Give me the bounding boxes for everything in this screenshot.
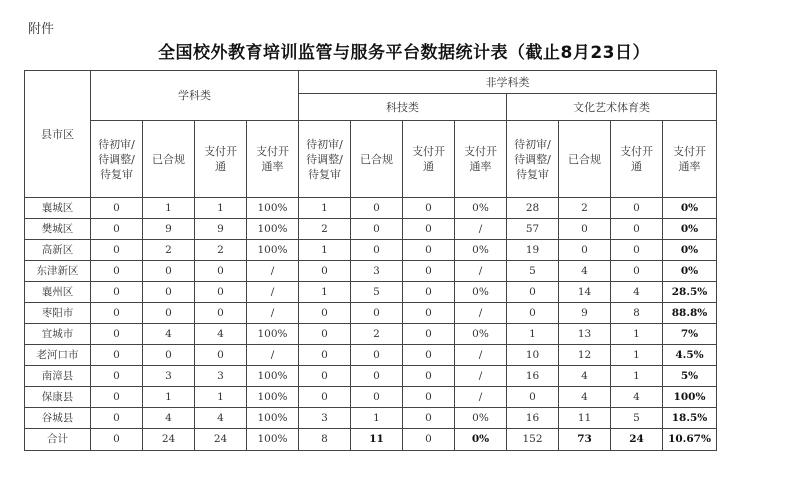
cell-a-2: 1: [195, 198, 247, 219]
header-text-line: 待复审: [516, 167, 549, 181]
cell-r-1: 14: [559, 282, 611, 303]
cell-t-2: 0: [403, 219, 455, 240]
cell-r-2: 0: [611, 198, 663, 219]
cell-t-1: 11: [351, 429, 403, 451]
region-name: 保康县: [25, 387, 91, 408]
header-academic-paid-rate: [247, 121, 299, 198]
cell-r-3: 0%: [663, 198, 717, 219]
table-row: [25, 282, 717, 303]
cell-t-1: 0: [351, 219, 403, 240]
table-body: [25, 198, 717, 451]
cell-t-2: 0: [403, 366, 455, 387]
cell-a-3: 100%: [247, 219, 299, 240]
cell-r-3: 88.8%: [663, 303, 717, 324]
cell-r-2: 0: [611, 240, 663, 261]
cell-a-1: 4: [143, 408, 195, 429]
region-name: 襄城区: [25, 198, 91, 219]
region-name: 老河口市: [25, 345, 91, 366]
header-text-line: 已合规: [568, 152, 601, 166]
cell-r-0: 16: [507, 366, 559, 387]
cell-a-3: 100%: [247, 366, 299, 387]
header-arts-pending: [507, 121, 559, 198]
header-tech-paid-rate: [455, 121, 507, 198]
cell-r-2: 0: [611, 261, 663, 282]
cell-a-3: /: [247, 345, 299, 366]
cell-a-3: 100%: [247, 324, 299, 345]
region-name: 枣阳市: [25, 303, 91, 324]
cell-r-2: 5: [611, 408, 663, 429]
cell-t-0: 1: [299, 198, 351, 219]
cell-a-2: 1: [195, 387, 247, 408]
cell-r-0: 1: [507, 324, 559, 345]
cell-a-1: 0: [143, 261, 195, 282]
cell-r-2: 4: [611, 387, 663, 408]
header-text-line: 通: [631, 160, 642, 173]
cell-r-3: 18.5%: [663, 408, 717, 429]
cell-a-2: 24: [195, 429, 247, 451]
cell-t-3: /: [455, 219, 507, 240]
table-row: [25, 261, 717, 282]
header-tech: 科技类: [299, 94, 507, 121]
cell-a-1: 4: [143, 324, 195, 345]
cell-t-0: 1: [299, 240, 351, 261]
cell-t-3: /: [455, 303, 507, 324]
header-academic-compliant: [143, 121, 195, 198]
header-arts-compliant: [559, 121, 611, 198]
cell-r-0: 0: [507, 303, 559, 324]
cell-a-2: 3: [195, 366, 247, 387]
cell-r-1: 13: [559, 324, 611, 345]
cell-a-2: 9: [195, 219, 247, 240]
header-text-line: 已合规: [152, 152, 185, 166]
region-name: 南漳县: [25, 366, 91, 387]
cell-t-1: 2: [351, 324, 403, 345]
region-name: 东津新区: [25, 261, 91, 282]
cell-a-2: 4: [195, 408, 247, 429]
cell-a-3: /: [247, 303, 299, 324]
cell-r-0: 57: [507, 219, 559, 240]
header-text-line: 待调整/: [514, 152, 551, 166]
cell-a-1: 0: [143, 282, 195, 303]
cell-t-3: 0%: [455, 282, 507, 303]
cell-t-2: 0: [403, 387, 455, 408]
cell-t-0: 0: [299, 366, 351, 387]
cell-t-0: 8: [299, 429, 351, 451]
cell-t-3: 0%: [455, 324, 507, 345]
cell-r-0: 28: [507, 198, 559, 219]
cell-t-2: 0: [403, 261, 455, 282]
header-text-line: 支付开: [412, 145, 445, 158]
cell-r-1: 4: [559, 387, 611, 408]
cell-r-1: 73: [559, 429, 611, 451]
cell-a-0: 0: [91, 198, 143, 219]
cell-a-0: 0: [91, 219, 143, 240]
page-title: 全国校外教育培训监管与服务平台数据统计表（截止8月23日）: [158, 43, 650, 63]
header-text-line: 支付开: [256, 145, 289, 158]
cell-r-1: 2: [559, 198, 611, 219]
cell-r-3: 0%: [663, 261, 717, 282]
cell-r-3: 28.5%: [663, 282, 717, 303]
header-tech-pending: [299, 121, 351, 198]
header-tech-paid-open: [403, 121, 455, 198]
cell-r-0: 152: [507, 429, 559, 451]
cell-a-0: 0: [91, 282, 143, 303]
cell-t-0: 0: [299, 387, 351, 408]
cell-a-0: 0: [91, 429, 143, 451]
cell-r-1: 0: [559, 219, 611, 240]
cell-a-3: /: [247, 282, 299, 303]
cell-t-0: 3: [299, 408, 351, 429]
cell-r-3: 10.67%: [663, 429, 717, 451]
cell-a-2: 4: [195, 324, 247, 345]
header-academic-pending: [91, 121, 143, 198]
cell-t-0: 0: [299, 324, 351, 345]
header-text-line: 支付开: [620, 145, 653, 158]
cell-t-2: 0: [403, 282, 455, 303]
cell-r-3: 4.5%: [663, 345, 717, 366]
statistics-table: [24, 70, 717, 451]
header-text-line: 待初审/: [98, 137, 135, 151]
table-row: [25, 366, 717, 387]
cell-a-2: 0: [195, 303, 247, 324]
cell-t-2: 0: [403, 303, 455, 324]
header-text-line: 支付开: [204, 145, 237, 158]
cell-r-1: 0: [559, 240, 611, 261]
header-academic: 学科类: [91, 71, 299, 121]
cell-t-2: 0: [403, 324, 455, 345]
cell-a-3: 100%: [247, 240, 299, 261]
table-header: [25, 71, 717, 198]
cell-t-3: /: [455, 387, 507, 408]
cell-r-0: 0: [507, 282, 559, 303]
cell-a-0: 0: [91, 408, 143, 429]
cell-r-2: 1: [611, 366, 663, 387]
region-name: 合计: [25, 429, 91, 451]
table-row: [25, 345, 717, 366]
cell-r-2: 1: [611, 324, 663, 345]
cell-a-3: /: [247, 261, 299, 282]
cell-t-1: 0: [351, 387, 403, 408]
cell-r-1: 4: [559, 261, 611, 282]
region-name: 高新区: [25, 240, 91, 261]
cell-r-2: 0: [611, 219, 663, 240]
cell-r-3: 0%: [663, 219, 717, 240]
region-name: 襄州区: [25, 282, 91, 303]
cell-a-1: 1: [143, 198, 195, 219]
cell-r-0: 19: [507, 240, 559, 261]
header-text-line: 待复审: [100, 167, 133, 181]
cell-a-1: 0: [143, 345, 195, 366]
header-region: 县市区: [25, 71, 91, 198]
cell-a-0: 0: [91, 345, 143, 366]
header-text-line: 待调整/: [98, 152, 135, 166]
cell-a-3: 100%: [247, 198, 299, 219]
cell-r-3: 5%: [663, 366, 717, 387]
region-name: 谷城县: [25, 408, 91, 429]
cell-t-3: 0%: [455, 429, 507, 451]
cell-t-3: 0%: [455, 408, 507, 429]
table-row: [25, 240, 717, 261]
cell-a-1: 24: [143, 429, 195, 451]
table-row: [25, 408, 717, 429]
attachment-label: 附件: [28, 22, 55, 37]
header-text-line: 通: [215, 160, 226, 173]
subheader-row: [25, 121, 717, 198]
cell-t-1: 0: [351, 198, 403, 219]
cell-t-0: 1: [299, 282, 351, 303]
cell-a-0: 0: [91, 303, 143, 324]
cell-a-0: 0: [91, 240, 143, 261]
cell-a-1: 3: [143, 366, 195, 387]
header-arts-paid-open: [611, 121, 663, 198]
cell-t-1: 0: [351, 345, 403, 366]
cell-a-3: 100%: [247, 429, 299, 451]
header-text-line: 待初审/: [514, 137, 551, 151]
cell-r-0: 16: [507, 408, 559, 429]
cell-a-2: 0: [195, 345, 247, 366]
cell-r-2: 1: [611, 345, 663, 366]
cell-a-1: 1: [143, 387, 195, 408]
cell-a-3: 100%: [247, 408, 299, 429]
cell-a-3: 100%: [247, 387, 299, 408]
cell-t-2: 0: [403, 345, 455, 366]
header-tech-compliant: [351, 121, 403, 198]
header-text-line: 已合规: [360, 152, 393, 166]
header-text-line: 支付开: [464, 145, 497, 158]
cell-t-2: 0: [403, 429, 455, 451]
table-row: [25, 387, 717, 408]
cell-r-1: 11: [559, 408, 611, 429]
cell-a-1: 2: [143, 240, 195, 261]
cell-a-2: 2: [195, 240, 247, 261]
table-row: [25, 324, 717, 345]
cell-r-3: 0%: [663, 240, 717, 261]
cell-r-3: 7%: [663, 324, 717, 345]
header-arts-paid-rate: [663, 121, 717, 198]
cell-a-0: 0: [91, 366, 143, 387]
cell-r-1: 4: [559, 366, 611, 387]
cell-t-3: /: [455, 261, 507, 282]
header-text-line: 通率: [469, 160, 492, 173]
cell-r-0: 5: [507, 261, 559, 282]
cell-t-2: 0: [403, 240, 455, 261]
cell-r-2: 24: [611, 429, 663, 451]
cell-t-3: 0%: [455, 240, 507, 261]
cell-t-1: 5: [351, 282, 403, 303]
cell-a-1: 0: [143, 303, 195, 324]
header-text-line: 待初审/: [306, 137, 343, 151]
header-text-line: 通率: [261, 160, 284, 173]
cell-t-3: /: [455, 345, 507, 366]
cell-a-2: 0: [195, 282, 247, 303]
cell-t-2: 0: [403, 198, 455, 219]
total-row: [25, 429, 717, 451]
cell-r-1: 9: [559, 303, 611, 324]
cell-r-2: 4: [611, 282, 663, 303]
header-text-line: 通率: [678, 160, 701, 173]
cell-r-2: 8: [611, 303, 663, 324]
cell-t-0: 0: [299, 303, 351, 324]
header-text-line: 通: [423, 160, 434, 173]
cell-r-0: 0: [507, 387, 559, 408]
cell-a-2: 0: [195, 261, 247, 282]
cell-t-0: 2: [299, 219, 351, 240]
cell-t-1: 0: [351, 240, 403, 261]
cell-r-1: 12: [559, 345, 611, 366]
table-row: [25, 198, 717, 219]
cell-t-1: 0: [351, 366, 403, 387]
cell-r-0: 10: [507, 345, 559, 366]
table-row: [25, 303, 717, 324]
header-text-line: 待调整/: [306, 152, 343, 166]
cell-t-1: 0: [351, 303, 403, 324]
region-name: 樊城区: [25, 219, 91, 240]
header-non-academic: 非学科类: [299, 71, 717, 94]
cell-t-0: 0: [299, 345, 351, 366]
header-arts: 文化艺术体育类: [507, 94, 717, 121]
cell-t-3: 0%: [455, 198, 507, 219]
cell-t-0: 0: [299, 261, 351, 282]
header-academic-paid-open: [195, 121, 247, 198]
header-text-line: 待复审: [308, 167, 341, 181]
cell-t-1: 1: [351, 408, 403, 429]
region-name: 宜城市: [25, 324, 91, 345]
cell-r-3: 100%: [663, 387, 717, 408]
cell-a-0: 0: [91, 261, 143, 282]
cell-a-0: 0: [91, 387, 143, 408]
header-text-line: 支付开: [673, 145, 706, 158]
cell-t-1: 3: [351, 261, 403, 282]
cell-a-1: 9: [143, 219, 195, 240]
cell-a-0: 0: [91, 324, 143, 345]
table-row: [25, 219, 717, 240]
cell-t-3: /: [455, 366, 507, 387]
cell-t-2: 0: [403, 408, 455, 429]
